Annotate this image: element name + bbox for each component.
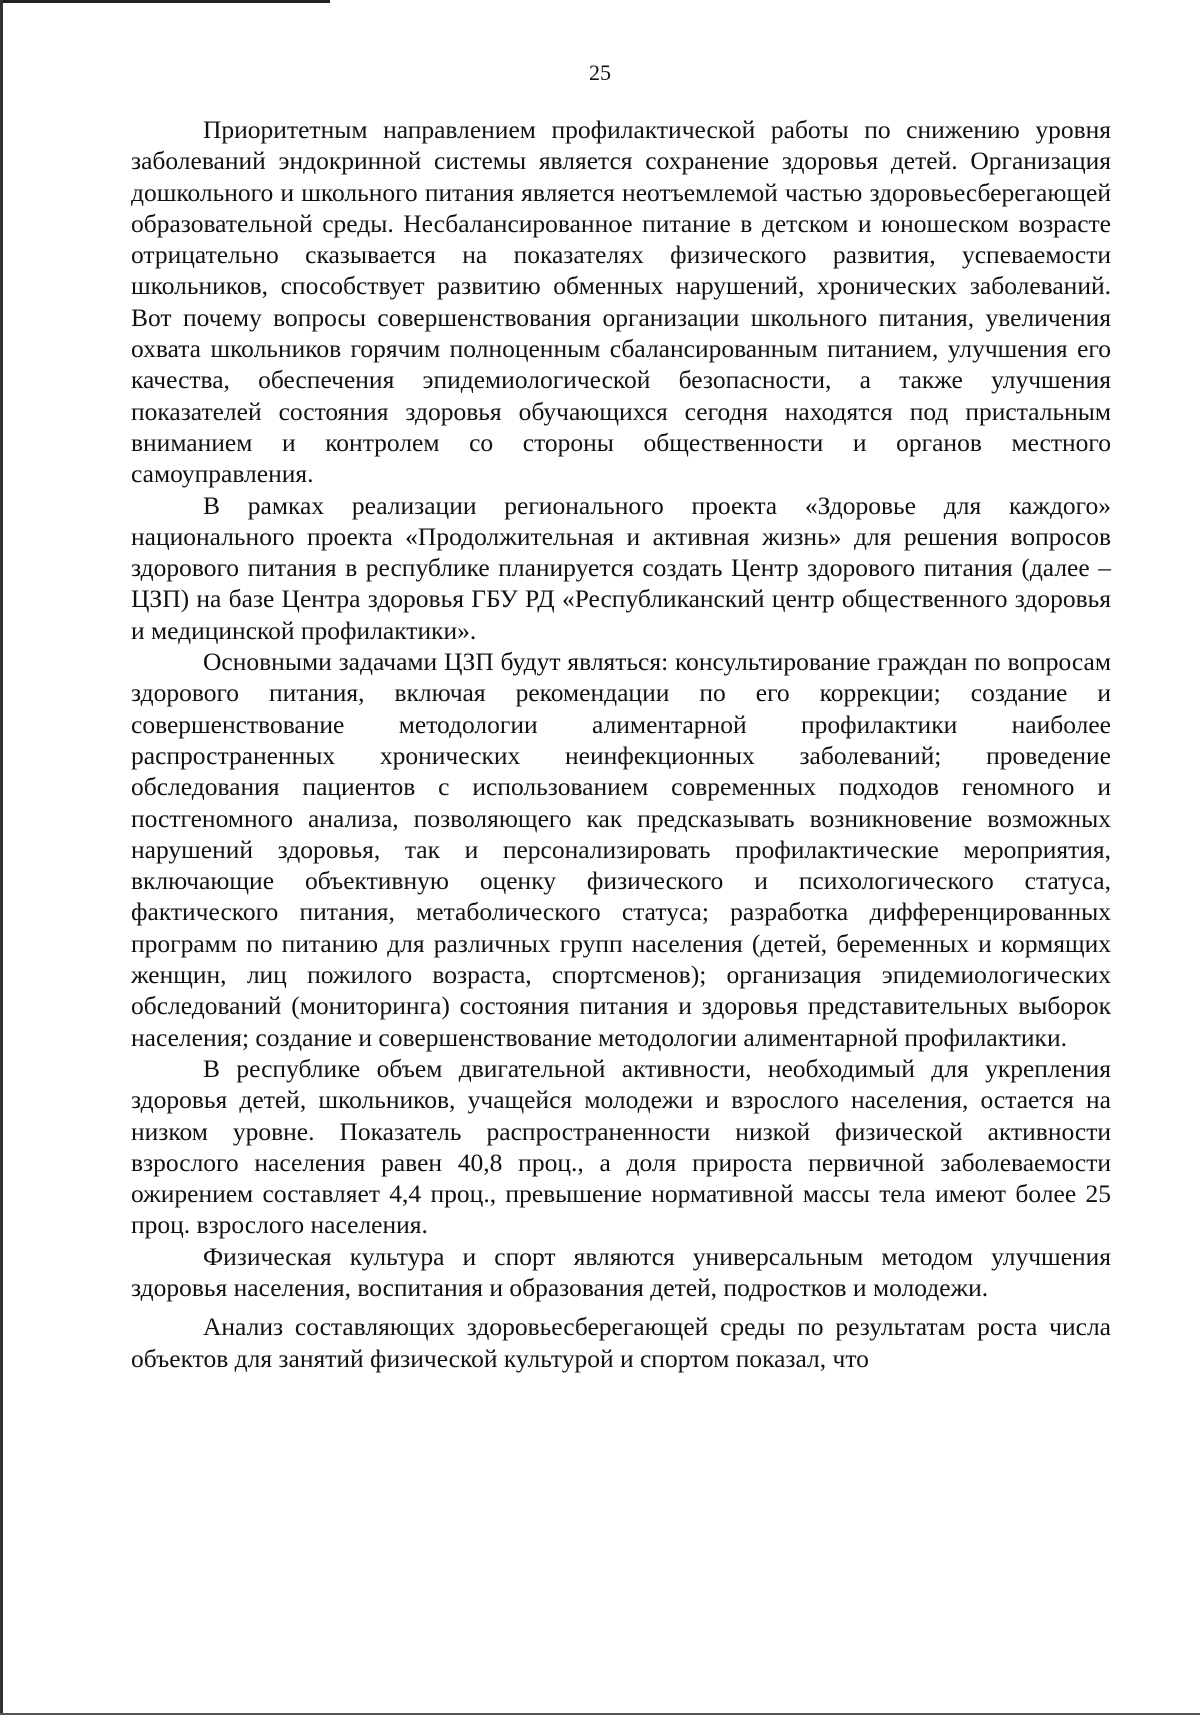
paragraph-center-tasks: Основными задачами ЦЗП будут являться: консультирование граждан по вопросам здорового питания, включая рекомендации по его коррекции; создание и совершенствование методологии алиментарной профилактики наиболее распространенных хронических неинфекционных заболеваний; проведение обследования пациентов с использованием современных подходов геномного и постгеномного анализа, позволяющего как предсказывать возникновение возможных нарушений здоровья, так и персонализировать профилактические мероприятия, включающие объективную оценку физического и психологического статуса, фактического питания, метаболического статуса; разработка дифференцированных программ по питанию для различных групп населения (детей, беременных и кормящих женщин, лиц пожилого возраста, спортсменов); организация эпидемиологических обследований (мониторинга) состояния питания и здоровья представительных выборок населения; создание и совершенствование методологии алиментарной профилактики.	[131, 647, 1111, 1052]
document-body	[131, 114, 1111, 1374]
paragraph-school-nutrition: Приоритетным направлением профилактической работы по снижению уровня заболеваний эндокринной системы является сохранение здоровья детей. Организация дошкольного и школьного питания является неотъемлемой частью здоровьесберегающей образовательной среды. Несбалансированное питание в детском и юношеском возрасте отрицательно сказывается на показателях физического развития, успеваемости школьников, способствует развитию обменных нарушений, хронических заболеваний. Вот почему вопросы совершенствования организации школьного питания, увеличения охвата школьников горячим полноценным сбалансированным питанием, улучшения его качества, обеспечения эпидемиологической безопасности, а также улучшения показателей состояния здоровья обучающихся сегодня находятся под пристальным вниманием и контролем со стороны общественности и органов местного самоуправления.	[131, 115, 1111, 489]
paragraph-physical-activity: В республике объем двигательной активности, необходимый для укрепления здоровья детей, школьников, учащейся молодежи и взрослого населения, остается на низком уровне. Показатель распространенности низкой физической активности взрослого населения равен 40,8 проц., а доля прироста первичной заболеваемости ожирением составляет 4,4 проц., превышение нормативной массы тела имеют более 25 проц. взрослого населения.	[131, 1053, 1111, 1240]
paragraph-healthy-nutrition-center: В рамках реализации регионального проекта «Здоровье для каждого» национального проекта «Продолжительная и активная жизнь» для решения вопросов здорового питания в республике планируется создать Центр здорового питания (далее – ЦЗП) на базе Центра здоровья ГБУ РД «Республиканский центр общественного здоровья и медицинской профилактики».	[131, 490, 1111, 645]
paragraph-environment-analysis: Анализ составляющих здоровьесберегающей среды по результатам роста числа объектов для занятий физической культурой и спортом показал, что	[131, 1312, 1111, 1373]
scan-edge-top	[0, 0, 330, 3]
scan-edge-left	[0, 0, 3, 1715]
paragraph-sport-culture: Физическая культура и спорт являются универсальным методом улучшения здоровья населения, воспитания и образования детей, подростков и молодежи.	[131, 1241, 1111, 1302]
page-number: 25	[589, 60, 611, 85]
